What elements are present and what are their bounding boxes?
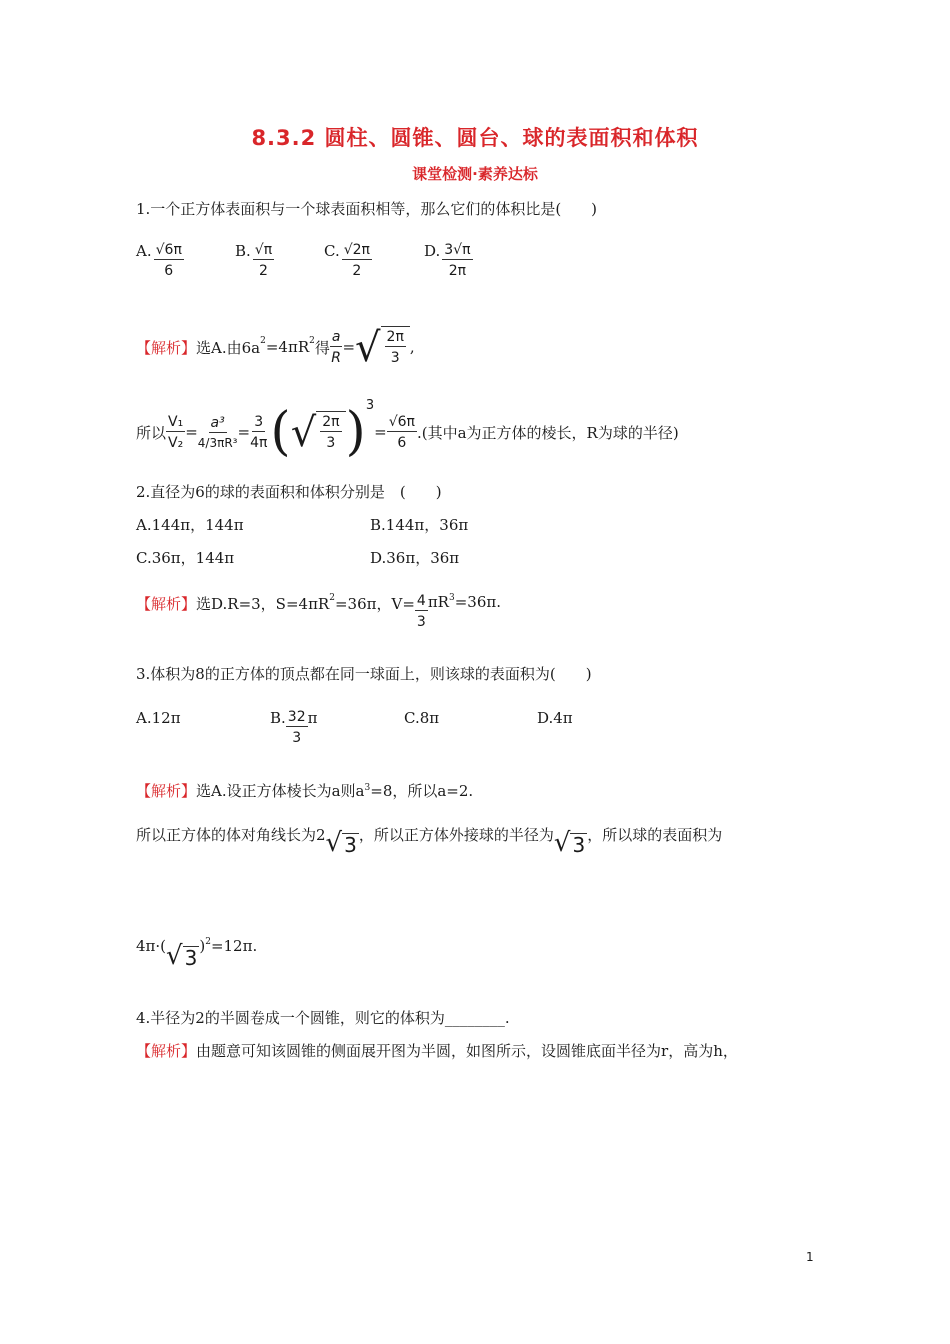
fraction-v1-v2 <box>166 414 185 451</box>
page-title: 8.3.2 圆柱、圆锥、圆台、球的表面积和体积 <box>251 126 699 150</box>
superscript: 3 <box>364 783 371 793</box>
analysis-text: =36π，V= <box>334 595 415 613</box>
analysis-text: ) <box>199 937 206 955</box>
analysis-text: =12π. <box>210 937 258 955</box>
radical-icon: √ <box>355 325 381 371</box>
question-1-option-b <box>235 242 274 279</box>
analysis-tag: 【解析】 <box>136 1042 197 1060</box>
radicand: 3 <box>184 946 198 970</box>
radical-icon: √ <box>553 828 571 858</box>
pi-symbol: π <box>307 709 318 727</box>
analysis-tag: 【解析】 <box>136 338 197 357</box>
fraction-numerator: √6π <box>155 242 182 258</box>
equals-sign: = <box>237 423 251 441</box>
question-2-option-c: C.36π，144π <box>136 549 235 567</box>
fraction-denominator: 4/3πR³ <box>197 435 238 450</box>
sqrt-3 <box>166 943 199 969</box>
fraction-numerator: 2π <box>322 414 340 430</box>
fraction-denominator: 3 <box>390 350 400 366</box>
page-subtitle: 课堂检测·素养达标 <box>412 165 538 183</box>
equals-sign: = <box>374 423 387 441</box>
option-fraction <box>154 242 184 279</box>
superscript: 2 <box>260 336 266 346</box>
question-1-analysis-line-2 <box>136 398 679 466</box>
question-3-analysis-line-1 <box>136 780 473 801</box>
question-1-option-d <box>424 242 473 279</box>
question-3-analysis-line-3 <box>136 937 257 969</box>
page-number: 1 <box>806 1250 814 1264</box>
radicand: 3 <box>572 833 586 857</box>
fraction-numerator: √6π <box>388 413 415 430</box>
fraction-denominator: 3 <box>416 614 426 630</box>
analysis-text: πR <box>427 593 449 611</box>
analysis-text: 选A.由6a <box>196 338 261 357</box>
analysis-text: =4πR <box>265 338 310 356</box>
right-paren-icon: ) <box>345 402 366 462</box>
fraction-numerator: 2π <box>386 329 404 345</box>
question-1-option-c <box>324 242 372 279</box>
option-fraction <box>253 242 274 279</box>
radical-icon: √ <box>290 410 317 456</box>
question-3-option-c: C.8π <box>404 709 440 727</box>
question-1-option-a <box>136 242 184 279</box>
fraction-denominator: 6 <box>397 434 407 451</box>
analysis-text: ，所以球的表面积为 <box>587 826 723 844</box>
question-3-analysis-line-2 <box>136 824 722 856</box>
radicand-fraction <box>381 326 410 368</box>
question-2-option-a: A.144π，144π <box>136 516 244 534</box>
analysis-tag: 【解析】 <box>136 782 197 800</box>
question-4-analysis <box>136 1040 738 1061</box>
analysis-text: 选A.设正方体棱长为a则a <box>196 782 365 800</box>
analysis-text: .(其中a为正方体的棱长，R为球的半径) <box>416 423 679 442</box>
fraction-4-over-3 <box>415 593 428 630</box>
question-2-analysis <box>136 593 501 630</box>
analysis-text: 4π·( <box>136 937 167 955</box>
sqrt-3 <box>554 830 587 856</box>
question-1-stem: 1.一个正方体表面积与一个球表面积相等，那么它们的体积比是( ) <box>136 200 598 218</box>
analysis-text: =8，所以a=2. <box>370 782 474 800</box>
fraction-denominator: 6 <box>164 263 174 279</box>
fraction-numerator: √π <box>254 242 273 258</box>
question-1-analysis-line-1 <box>136 325 415 371</box>
radicand-fraction <box>316 411 345 453</box>
fraction-denominator: R <box>331 349 342 366</box>
fraction-denominator: V₂ <box>168 434 184 451</box>
fraction-result <box>387 414 417 451</box>
radical-icon: √ <box>325 828 343 858</box>
question-3-option-d: D.4π <box>537 709 573 727</box>
fraction-numerator: √2π <box>343 242 370 258</box>
question-2-option-d: D.36π，36π <box>370 549 460 567</box>
option-fraction <box>342 242 372 279</box>
question-3-option-a: A.12π <box>136 709 181 727</box>
fraction-denominator: 2π <box>448 263 467 279</box>
fraction-denominator: 3 <box>292 730 302 746</box>
option-letter: A. <box>136 242 152 260</box>
superscript: 2 <box>205 937 211 947</box>
question-2-stem: 2.直径为6的球的表面积和体积分别是 ( ) <box>136 483 442 501</box>
fraction-32-over-3 <box>286 709 308 746</box>
analysis-text: 选D.R=3，S=4πR <box>196 595 330 613</box>
analysis-text: =36π. <box>454 593 501 611</box>
fraction-a3-over-r3 <box>198 415 238 450</box>
exponent: 3 <box>365 398 375 413</box>
analysis-tag: 【解析】 <box>136 595 197 613</box>
analysis-text: 所以正方体的体对角线长为2 <box>136 826 326 844</box>
fraction-3-over-4pi <box>250 414 267 451</box>
left-paren-icon: ( <box>270 402 291 462</box>
fraction-numerator: 3 <box>254 413 264 430</box>
fraction-numerator: a³ <box>210 414 225 431</box>
fraction-denominator: 3 <box>326 435 336 451</box>
option-letter: C. <box>324 242 340 260</box>
option-letter: D. <box>424 242 441 260</box>
fraction-denominator: 4π <box>250 434 268 451</box>
question-2-option-b: B.144π，36π <box>370 516 469 534</box>
equals-sign: = <box>185 423 198 441</box>
comma: , <box>409 338 415 356</box>
fraction-numerator: 4 <box>416 593 426 609</box>
question-3-option-b <box>270 709 317 746</box>
fraction-numerator: 32 <box>287 709 306 725</box>
question-4-stem: 4.半径为2的半圆卷成一个圆锥，则它的体积为________. <box>136 1009 510 1027</box>
equals-sign: = <box>342 338 356 356</box>
fraction-denominator: 2 <box>352 263 362 279</box>
analysis-text: 所以 <box>136 423 167 442</box>
fraction-a-over-r <box>330 329 343 366</box>
option-fraction <box>442 242 472 279</box>
superscript: 2 <box>329 593 335 603</box>
fraction-numerator: V₁ <box>168 413 184 430</box>
superscript: 3 <box>448 593 455 603</box>
superscript: 2 <box>309 336 315 346</box>
analysis-text: ，所以正方体外接球的半径为 <box>358 826 554 844</box>
analysis-text: 得 <box>314 338 330 357</box>
fraction-denominator: 2 <box>259 263 268 279</box>
sqrt-expression <box>290 410 346 456</box>
sqrt-3 <box>326 830 359 856</box>
fraction-numerator: a <box>331 328 341 345</box>
radical-icon: √ <box>166 941 183 971</box>
option-letter: B. <box>235 242 251 260</box>
option-letter: B. <box>270 709 286 727</box>
analysis-text: 由题意可知该圆锥的侧面展开图为半圆，如图所示，设圆锥底面半径为r，高为h， <box>196 1042 738 1060</box>
question-3-stem: 3.体积为8的正方体的顶点都在同一球面上，则该球的表面积为( ) <box>136 665 592 683</box>
sqrt-expression <box>355 325 410 371</box>
radicand: 3 <box>344 833 357 857</box>
fraction-numerator: 3√π <box>444 242 471 258</box>
